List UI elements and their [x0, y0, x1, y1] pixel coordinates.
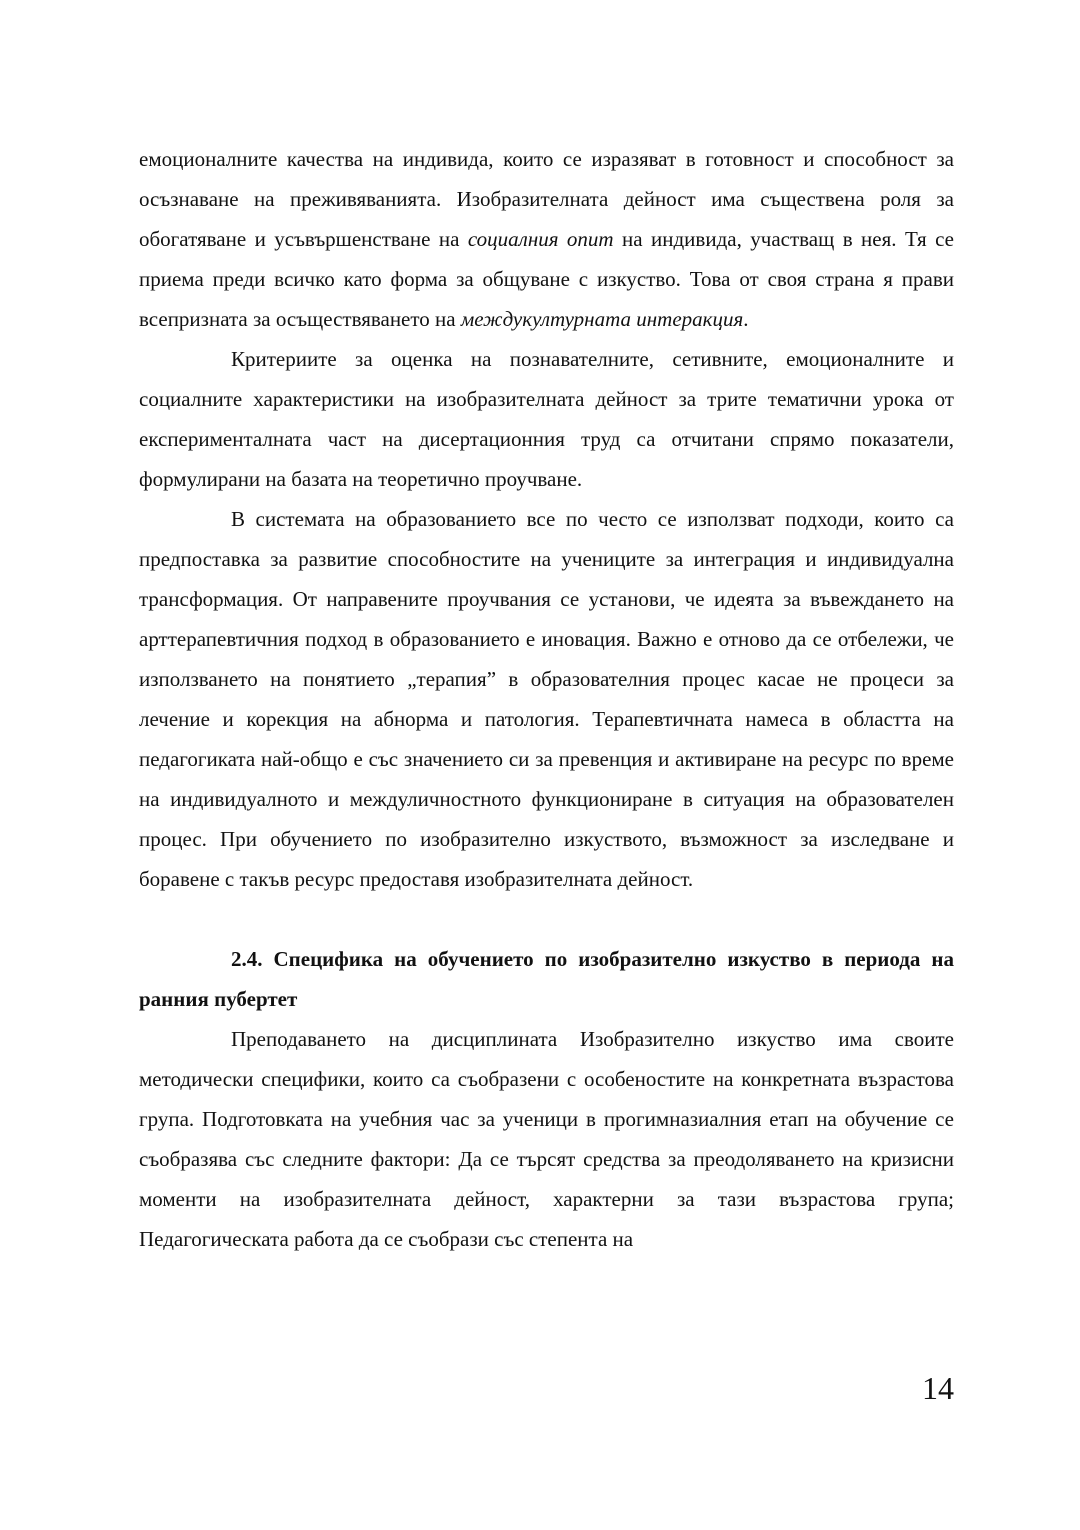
paragraph-4: Преподаването на дисциплината Изобразително изкуство има своите методически специфики, които са съобразени с особеностите на конкретната възрастова група. Подготовката на учебния час за ученици в прогимназиалния етап на обучение се съобразява със следните фактори: Да се търсят средства за преодоляването на кризисни моменти на изобразителната дейност, характерни за тази възрастова група; Педагогическата работа да се съобрази със степента на: [139, 1027, 954, 1251]
paragraph-1-emphasis-social-experience: социалния опит: [467, 227, 614, 251]
document-page: [139, 139, 954, 1259]
paragraph-1: [139, 139, 954, 339]
page-number: 14: [922, 1370, 954, 1406]
paragraph-1-emphasis-intercultural-interaction: междукултурната интеракция: [460, 307, 744, 331]
paragraph-1-text-a: емоционалните качества на индивида, които се изразяват в готовност и способност за осъзнаване на преживяванията. Изобразителната дейност има съществена роля за обогатяване и усъвършенстване на: [139, 147, 954, 251]
section-heading: 2.4. Специфика на обучението по изобразително изкуство в периода на ранния пубертет: [139, 947, 954, 1011]
paragraph-1-text-c: .: [743, 307, 749, 331]
paragraph-3: В системата на образованието все по често се използват подходи, които са предпоставка за развитие способностите на учениците за интеграция и индивидуална трансформация. От направените проучвания се установи, че идеята за въвеждането на арттерапевтичния подход в образованието е иновация. Важно е отново да се отбележи, че използването на понятието „терапия” в образователния процес касае не процеси за лечение и корекция на абнорма и патология. Терапевтичната намеса в областта на педагогиката най-общо е със значението си за превенция и активиране на ресурс по време на индивидуалното и междуличностното функциониране в ситуация на образователен процес. При обучението по изобразително изкуството, възможност за изследване и боравене с такъв ресурс предоставя изобразителната дейност.: [139, 507, 954, 891]
paragraph-1-text-b: на индивида, участващ в нея. Тя се приема преди всичко като форма за общуване с изкуство. Това от своя страна я прави всепризната за осъществяването на: [139, 227, 954, 331]
paragraph-2: Критериите за оценка на познавателните, сетивните, емоционалните и социалните характеристики на изобразителната дейност за трите тематични урока от експерименталната част на дисертационния труд са отчитани спрямо показатели, формулирани на базата на теоретично проучване.: [139, 347, 954, 491]
